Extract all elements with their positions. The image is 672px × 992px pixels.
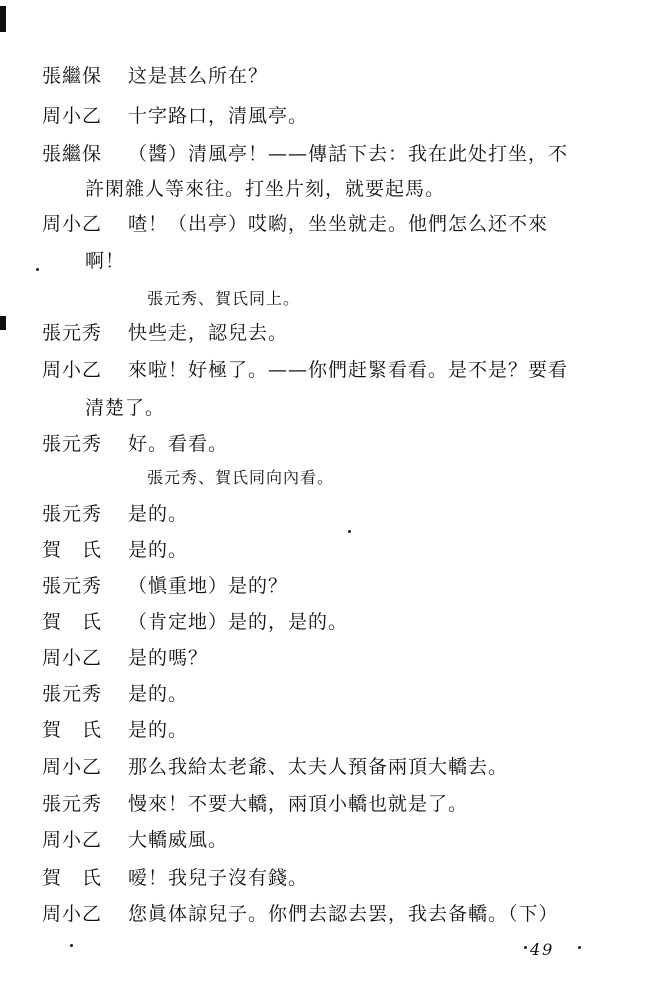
ink-speck (70, 944, 73, 947)
speech-text: 是的嗎？ (128, 647, 209, 669)
speech-text: 是的。 (128, 503, 189, 525)
dialogue-line (42, 718, 188, 742)
speaker-name: 賀 氏 (42, 611, 103, 633)
speech-text: 是的。 (128, 539, 189, 561)
dialogue-line (42, 321, 288, 345)
dialogue-line (42, 682, 188, 706)
speaker-name: 賀 氏 (42, 719, 103, 741)
speaker-name: 周小乙 (42, 903, 103, 925)
speaker-name: 周小乙 (42, 829, 103, 851)
speech-text: 嗳！我兒子沒有錢。 (128, 867, 309, 889)
speech-text: 喳！（出亭）哎喲，坐坐就走。他們怎么还不來 (128, 213, 549, 235)
dialogue-line (42, 610, 348, 634)
dialogue-line (42, 866, 308, 890)
stage-direction: 張元秀、賀氏同上。 (147, 289, 301, 308)
speech-continuation: 啊！ (85, 250, 126, 272)
speaker-name: 張元秀 (42, 322, 103, 344)
speech-text: 來啦！好極了。——你們赶緊看看。是不是？要看 (128, 359, 569, 381)
speech-text: 慢來！不要大轎，兩頂小轎也就是了。 (128, 793, 469, 815)
speech-text: 是的。 (128, 683, 189, 705)
dialogue-line (42, 574, 288, 598)
ink-speck (524, 946, 527, 949)
dialogue-line (42, 828, 228, 852)
left-margin-mark (0, 316, 6, 330)
speaker-name: 周小乙 (42, 105, 103, 127)
speech-text: 好。看看。 (128, 433, 229, 455)
dialogue-line (42, 902, 559, 926)
speaker-name: 張元秀 (42, 503, 103, 525)
speech-text: 十字路口，清風亭。 (128, 105, 309, 127)
speaker-name: 周小乙 (42, 647, 103, 669)
speaker-name: 周小乙 (42, 756, 103, 778)
dialogue-line (42, 104, 308, 128)
ink-speck (348, 530, 351, 533)
speaker-name: 賀 氏 (42, 539, 103, 561)
ink-speck (578, 946, 581, 949)
speech-text: （愼重地）是的？ (128, 575, 289, 597)
speaker-name: 張繼保 (42, 143, 103, 165)
stage-direction: 張元秀、賀氏同向內看。 (147, 468, 335, 487)
speaker-name: 張元秀 (42, 433, 103, 455)
dialogue-line (42, 502, 188, 526)
speech-text: 是的。 (128, 719, 189, 741)
dialogue-line (42, 212, 548, 236)
speaker-name: 張元秀 (42, 793, 103, 815)
speech-text: （肯定地）是的，是的。 (128, 611, 349, 633)
dialogue-line (42, 538, 188, 562)
speech-text: 那么我給太老爺、太夫人預备兩頂大轎去。 (128, 756, 509, 778)
speech-continuation: 清楚了。 (85, 397, 166, 419)
dialogue-line (42, 358, 568, 382)
speech-text: （醬）清風亭！——傳話下去：我在此处打坐，不 (128, 143, 569, 165)
speaker-name: 張繼保 (42, 65, 103, 87)
dialogue-line (42, 755, 508, 779)
ink-speck (36, 268, 39, 271)
dialogue-line (42, 646, 208, 670)
speech-text: 大轎威風。 (128, 829, 229, 851)
speech-text: 您眞体諒兒子。你們去認去罢，我去备轎。（下） (128, 903, 559, 925)
left-margin-mark (0, 6, 6, 32)
speaker-name: 賀 氏 (42, 867, 103, 889)
page-number: 49 (530, 940, 555, 959)
dialogue-line (42, 792, 468, 816)
speaker-name: 張元秀 (42, 575, 103, 597)
speech-text: 快些走，認兒去。 (128, 322, 289, 344)
speech-text: 这是甚么所在？ (128, 65, 269, 87)
dialogue-line (42, 142, 568, 166)
speaker-name: 張元秀 (42, 683, 103, 705)
dialogue-line (42, 64, 268, 88)
speech-continuation: 許閑雜人等來往。打坐片刻，就要起馬。 (85, 178, 446, 200)
speaker-name: 周小乙 (42, 359, 103, 381)
dialogue-line (42, 432, 228, 456)
speaker-name: 周小乙 (42, 213, 103, 235)
